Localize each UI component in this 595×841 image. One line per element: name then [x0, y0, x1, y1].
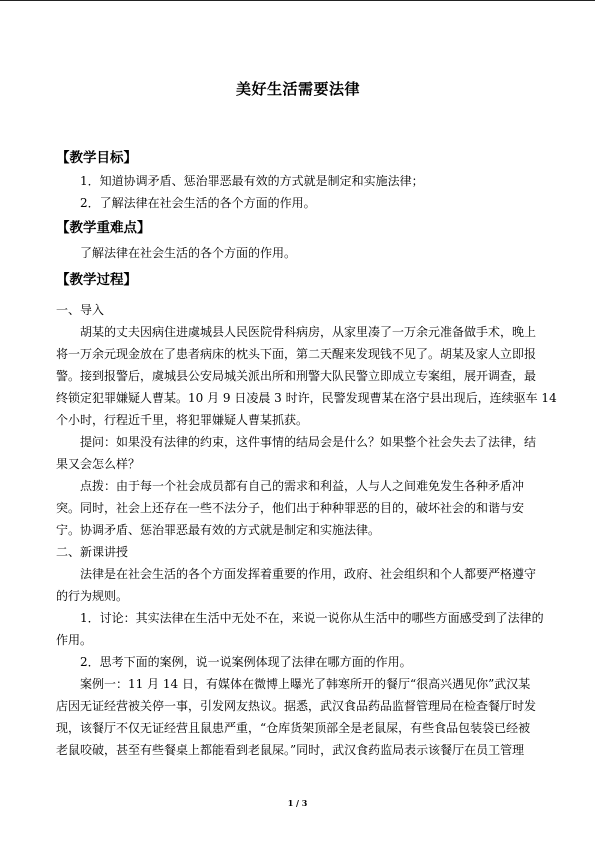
case-line: 案例一：11 月 14 日，有媒体在微博上曝光了韩寒所开的餐厅“很高兴遇见你”武汉某: [80, 677, 531, 691]
document-title: 美好生活需要法律: [235, 80, 360, 98]
objective-item: 2．了解法律在社会生活的各个方面的作用。: [80, 196, 316, 210]
objective-item: 1．知道协调矛盾、惩治罪恶最有效的方式就是制定和实施法律；: [80, 174, 424, 188]
case-line: 现，该餐厅不仅无证经营且鼠患严重，“仓库货架顶部全是老鼠屎，有些食品包装袋已经被: [56, 721, 531, 735]
story-line: 警。接到报警后，虞城县公安局城关派出所和刑警大队民警立即成立专案组，展开调查，最: [56, 369, 537, 383]
heading-key-points: 【教学重难点】: [56, 220, 151, 236]
intro-line: 法律是在社会生活的各个方面发挥着重要的作用，政府、社会组织和个人都要严格遵守: [80, 567, 537, 581]
case-line: 店因无证经营被关停一事，引发网友热议。据悉，武汉食品药品监督管理局在检查餐厅时发: [56, 699, 537, 713]
story-line: 将一万余元现金放在了患者病床的枕头下面，第二天醒来发现钱不见了。胡某及家人立即报: [56, 347, 537, 361]
key-points-text: 了解法律在社会生活的各个方面的作用。: [80, 246, 297, 260]
hint-line: 宁。协调矛盾、惩治罪恶最有效的方式就是制定和实施法律。: [56, 523, 381, 537]
question-line: 提问：如果没有法律的约束，这件事情的结局会是什么？如果整个社会失去了法律，结: [80, 435, 537, 449]
hint-line: 点拨：由于每一个社会成员都有自己的需求和利益，人与人之间难免发生各种矛盾冲: [80, 479, 525, 493]
intro-line: 的行为规则。: [56, 589, 129, 603]
think-line: 2．思考下面的案例，说一说案例体现了法律在哪方面的作用。: [80, 655, 412, 669]
case-line: 老鼠咬破，甚至有些餐桌上都能看到老鼠屎。”同时，武汉食药监局表示该餐厅在员工管理: [56, 743, 525, 757]
part-heading: 一、导入: [56, 303, 105, 317]
story-line: 胡某的丈夫因病住进虞城县人民医院骨科病房，从家里凑了一万余元准备做手术，晚上: [80, 325, 537, 339]
discuss-line: 1．讨论：其实法律在生活中无处不在，来说一说你从生活中的哪些方面感受到了法律的: [80, 611, 544, 625]
heading-objectives: 【教学目标】: [56, 150, 137, 166]
story-line: 终锁定犯罪嫌疑人曹某。10 月 9 日凌晨 3 时许，民警发现曹某在洛宁县出现后，连续驱车 14: [56, 391, 557, 405]
heading-process: 【教学过程】: [56, 272, 137, 288]
part-heading: 二、新课讲授: [56, 545, 129, 559]
page-number: 1 / 3: [287, 798, 308, 808]
hint-line: 突。同时，社会上还存在一些不法分子，他们出于种种罪恶的目的，破坏社会的和谐与安: [56, 501, 525, 515]
top-rule: [0, 0, 595, 1]
story-line: 个小时，行程近千里，将犯罪嫌疑人曹某抓获。: [56, 413, 309, 427]
question-line: 果又会怎么样？: [56, 457, 141, 471]
discuss-line: 作用。: [56, 633, 93, 647]
